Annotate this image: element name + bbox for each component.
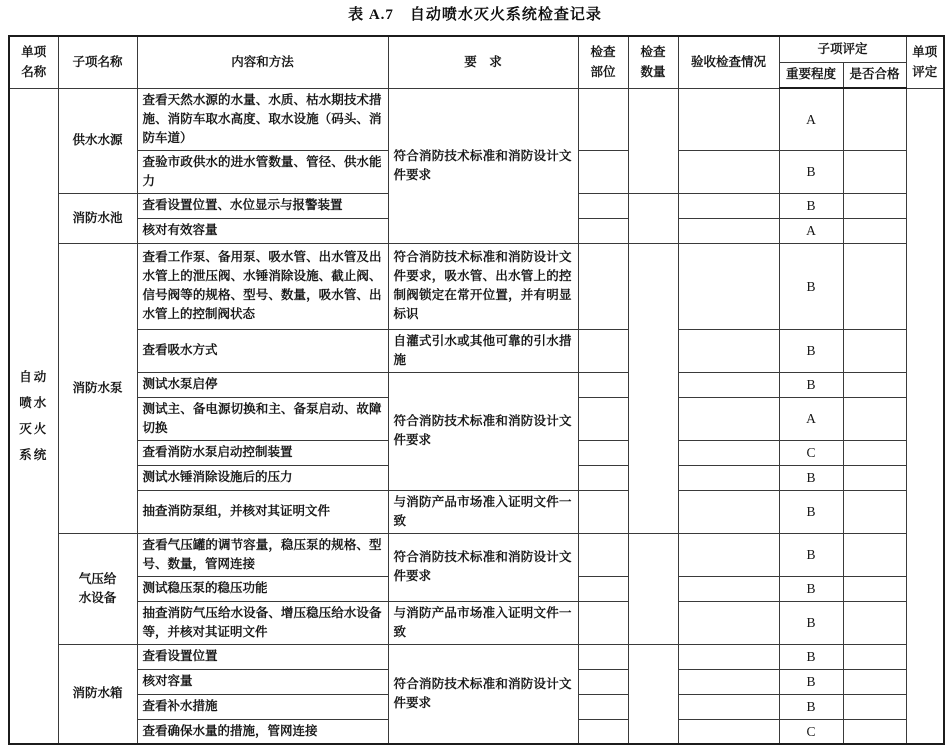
importance-cell: C <box>779 440 843 465</box>
qualified-cell <box>843 193 906 218</box>
importance-cell: C <box>779 719 843 744</box>
subitem-name-cell: 消防水箱 <box>58 644 137 744</box>
col-header-item-eval: 单项 评定 <box>906 36 944 88</box>
check-quantity-cell <box>628 243 678 533</box>
qualified-cell <box>843 397 906 440</box>
requirement-cell: 符合消防技术标准和消防设计文件要求，吸水管、出水管上的控制阀锁定在常开位置，并有明显标识 <box>388 243 578 329</box>
requirement-cell: 符合消防技术标准和消防设计文件要求 <box>388 372 578 490</box>
acceptance-cell <box>678 150 779 193</box>
acceptance-cell <box>678 576 779 601</box>
subitem-name-cell: 消防水池 <box>58 193 137 243</box>
requirement-cell: 符合消防技术标准和消防设计文件要求 <box>388 88 578 243</box>
acceptance-cell <box>678 397 779 440</box>
qualified-cell <box>843 644 906 669</box>
content-cell: 查看设置位置 <box>137 644 388 669</box>
acceptance-cell <box>678 465 779 490</box>
importance-cell: A <box>779 88 843 150</box>
acceptance-cell <box>678 694 779 719</box>
check-location-cell <box>578 397 628 440</box>
importance-cell: B <box>779 490 843 533</box>
check-location-cell <box>578 644 628 669</box>
acceptance-cell <box>678 193 779 218</box>
importance-cell: B <box>779 329 843 372</box>
content-cell: 查看消防水泵启动控制装置 <box>137 440 388 465</box>
content-cell: 查验市政供水的进水管数量、管径、供水能力 <box>137 150 388 193</box>
check-location-cell <box>578 329 628 372</box>
importance-cell: B <box>779 243 843 329</box>
col-header-item-name: 单项 名称 <box>9 36 58 88</box>
acceptance-cell <box>678 533 779 576</box>
content-cell: 测试水泵启停 <box>137 372 388 397</box>
content-cell: 抽查消防气压给水设备、增压稳压给水设备等，并核对其证明文件 <box>137 601 388 644</box>
content-cell: 核对容量 <box>137 669 388 694</box>
col-header-importance: 重要程度 <box>779 62 843 88</box>
qualified-cell <box>843 490 906 533</box>
content-cell: 核对有效容量 <box>137 218 388 243</box>
col-header-content-method: 内容和方法 <box>137 36 388 88</box>
qualified-cell <box>843 533 906 576</box>
importance-cell: B <box>779 150 843 193</box>
content-cell: 测试稳压泵的稳压功能 <box>137 576 388 601</box>
importance-cell: B <box>779 533 843 576</box>
col-header-check-quantity: 检查 数量 <box>628 36 678 88</box>
importance-cell: B <box>779 465 843 490</box>
qualified-cell <box>843 329 906 372</box>
content-cell: 测试主、备电源切换和主、备泵启动、故障切换 <box>137 397 388 440</box>
check-quantity-cell <box>628 533 678 644</box>
check-location-cell <box>578 669 628 694</box>
check-quantity-cell <box>628 644 678 744</box>
content-cell: 查看补水措施 <box>137 694 388 719</box>
acceptance-cell <box>678 218 779 243</box>
content-cell: 查看工作泵、备用泵、吸水管、出水管及出水管上的泄压阀、水锤消除设施、截止阀、信号阀等的规格、型号、数量，吸水管、出水管上的控制阀状态 <box>137 243 388 329</box>
content-cell: 查看天然水源的水量、水质、枯水期技术措施、消防车取水高度、取水设施（码头、消防车道） <box>137 88 388 150</box>
check-location-cell <box>578 193 628 218</box>
col-header-acceptance: 验收检查情况 <box>678 36 779 88</box>
acceptance-cell <box>678 601 779 644</box>
col-header-requirement: 要 求 <box>388 36 578 88</box>
check-location-cell <box>578 694 628 719</box>
col-header-check-location: 检查 部位 <box>578 36 628 88</box>
qualified-cell <box>843 372 906 397</box>
acceptance-cell <box>678 243 779 329</box>
qualified-cell <box>843 601 906 644</box>
check-location-cell <box>578 533 628 576</box>
acceptance-cell <box>678 490 779 533</box>
item-evaluation-cell <box>906 88 944 744</box>
check-location-cell <box>578 490 628 533</box>
acceptance-cell <box>678 669 779 694</box>
check-location-cell <box>578 440 628 465</box>
qualified-cell <box>843 719 906 744</box>
acceptance-cell <box>678 440 779 465</box>
importance-cell: B <box>779 372 843 397</box>
acceptance-cell <box>678 329 779 372</box>
importance-cell: B <box>779 669 843 694</box>
importance-cell: A <box>779 218 843 243</box>
inspection-record-table <box>8 35 945 745</box>
acceptance-cell <box>678 719 779 744</box>
importance-cell: B <box>779 193 843 218</box>
qualified-cell <box>843 465 906 490</box>
check-location-cell <box>578 576 628 601</box>
qualified-cell <box>843 694 906 719</box>
check-location-cell <box>578 372 628 397</box>
requirement-cell: 自灌式引水或其他可靠的引水措施 <box>388 329 578 372</box>
content-cell: 查看气压罐的调节容量，稳压泵的规格、型号、数量，管网连接 <box>137 533 388 576</box>
check-location-cell <box>578 243 628 329</box>
content-cell: 查看吸水方式 <box>137 329 388 372</box>
requirement-cell: 与消防产品市场准入证明文件一致 <box>388 601 578 644</box>
check-location-cell <box>578 465 628 490</box>
importance-cell: B <box>779 576 843 601</box>
importance-cell: B <box>779 644 843 669</box>
importance-cell: B <box>779 601 843 644</box>
qualified-cell <box>843 243 906 329</box>
col-header-subitem-eval: 子项评定 <box>779 36 906 62</box>
acceptance-cell <box>678 88 779 150</box>
acceptance-cell <box>678 644 779 669</box>
table-title: 表 A.7 自动喷水灭火系统检查记录 <box>348 7 602 23</box>
requirement-cell: 与消防产品市场准入证明文件一致 <box>388 490 578 533</box>
check-location-cell <box>578 719 628 744</box>
check-location-cell <box>578 218 628 243</box>
col-header-qualified: 是否合格 <box>843 62 906 88</box>
qualified-cell <box>843 150 906 193</box>
content-cell: 查看确保水量的措施，管网连接 <box>137 719 388 744</box>
importance-cell: A <box>779 397 843 440</box>
requirement-cell: 符合消防技术标准和消防设计文件要求 <box>388 644 578 744</box>
subitem-name-cell: 消防水泵 <box>58 243 137 533</box>
content-cell: 查看设置位置、水位显示与报警装置 <box>137 193 388 218</box>
qualified-cell <box>843 218 906 243</box>
qualified-cell <box>843 88 906 150</box>
subitem-name-cell: 供水水源 <box>58 88 137 193</box>
content-cell: 抽查消防泵组，并核对其证明文件 <box>137 490 388 533</box>
check-location-cell <box>578 601 628 644</box>
system-name-cell: 自动 喷水 灭火 系统 <box>9 88 58 744</box>
requirement-cell: 符合消防技术标准和消防设计文件要求 <box>388 533 578 601</box>
qualified-cell <box>843 440 906 465</box>
acceptance-cell <box>678 372 779 397</box>
check-location-cell <box>578 88 628 150</box>
check-location-cell <box>578 150 628 193</box>
check-quantity-cell <box>628 88 678 193</box>
check-quantity-cell <box>628 193 678 243</box>
content-cell: 测试水锤消除设施后的压力 <box>137 465 388 490</box>
subitem-name-cell: 气压给 水设备 <box>58 533 137 644</box>
qualified-cell <box>843 669 906 694</box>
qualified-cell <box>843 576 906 601</box>
col-header-subitem-name: 子项名称 <box>58 36 137 88</box>
importance-cell: B <box>779 694 843 719</box>
